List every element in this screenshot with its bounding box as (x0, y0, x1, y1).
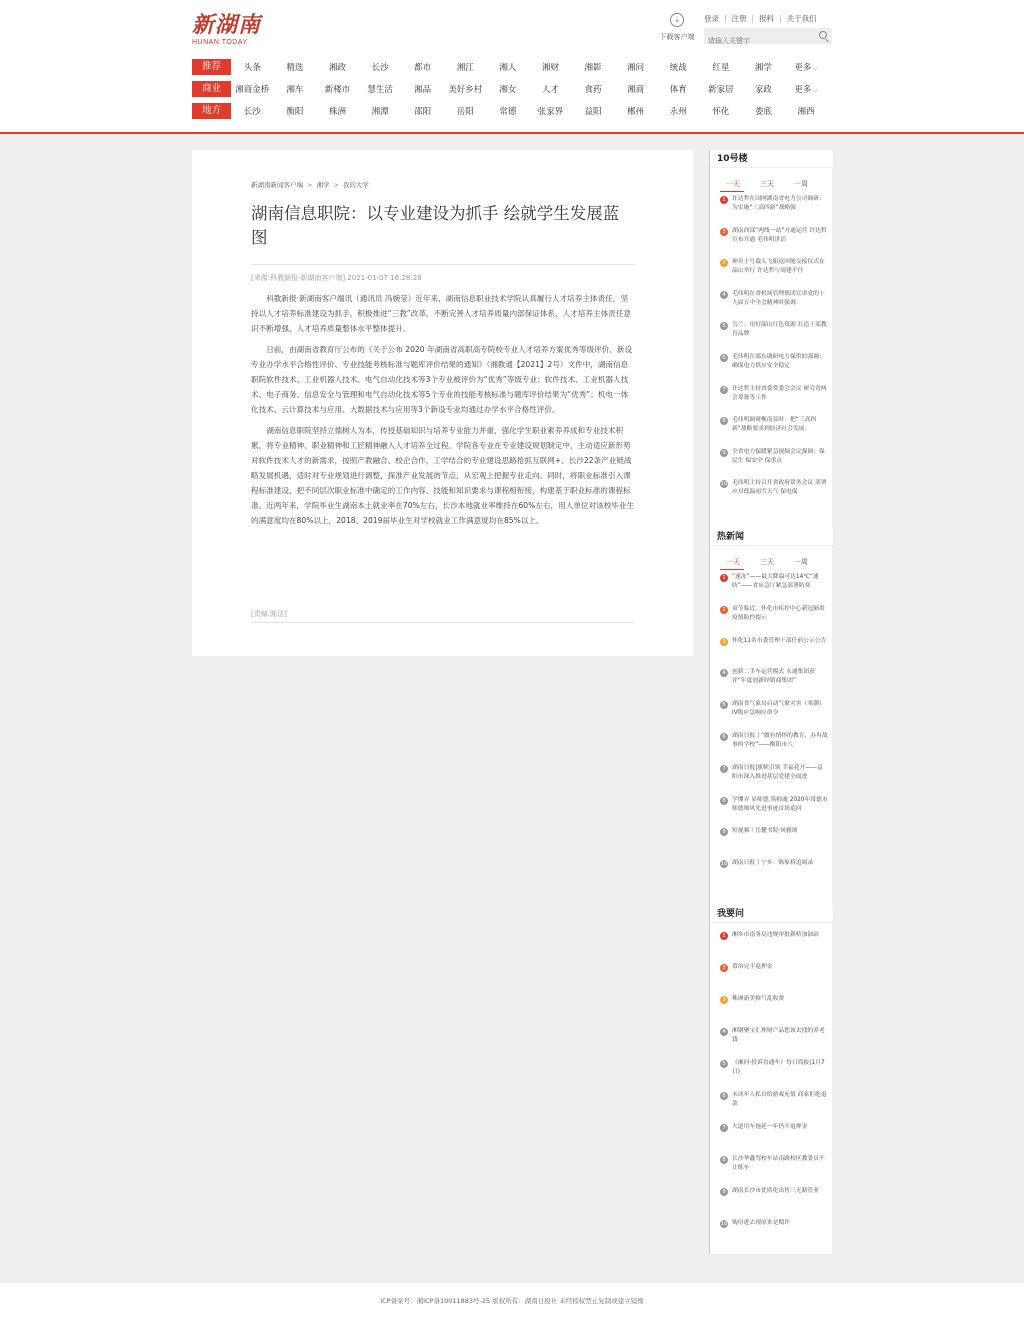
nav-link[interactable]: 湘商金桥 (235, 85, 270, 95)
rank-number-badge: 4 (720, 291, 728, 299)
rank-number-badge: 1 (720, 196, 728, 204)
rank-number-badge: 1 (720, 574, 728, 582)
rank-number-badge: 8 (720, 1156, 728, 1164)
rank-number-badge: 5 (720, 322, 728, 330)
nav-link[interactable]: 美好乡村 (448, 85, 483, 95)
nav-link[interactable]: 体育 (669, 85, 687, 95)
nav-more-link[interactable]: 更多 ⌵ (785, 83, 828, 95)
tab-week[interactable]: 一周 (794, 558, 808, 566)
article-card (192, 150, 693, 656)
article-paragraph: 日前，由湖南省教育厅公布的《关于公布 2020 年湖南省高职高专院校专业人才培养方案优秀等级评价、新设专业办学水平合格性评价、专业技能考核标准与题库评价结果的通知》（湘教通【2021】2号）文件中，湖南信息职院软件技术、工业机器人技术、电气自动化技术等3个专业被评价为“优秀”等级专业；软件技术、工业机器人技术、电子商务、信息安全与管理和电气自动化技术等5个专业的技能考核标准与题库评价结果为“优秀”；机电一体化技术、云计算技术与应用、大数据技术与应用等3个新设专业均通过办学水平合格性评价。 (251, 345, 633, 414)
sidebar (709, 150, 832, 1254)
site-logo[interactable] (192, 12, 272, 48)
ranked-news-item[interactable] (720, 1027, 830, 1053)
ranked-news-item[interactable] (720, 859, 830, 885)
ranked-news-item[interactable] (720, 764, 830, 790)
search-input[interactable] (704, 33, 814, 49)
account-links: 登录 | 注册 | 报料 | 关于我们 (704, 14, 817, 23)
sidebar-section (710, 528, 833, 888)
nav-link[interactable]: 张家界 (537, 107, 564, 117)
ranked-news-item[interactable] (720, 796, 830, 822)
rank-number-badge: 2 (720, 228, 728, 236)
ranked-news-title: 购房进去现原来是期许 (732, 1220, 790, 1226)
nav-link[interactable]: 湘车 (286, 85, 304, 95)
nav-link[interactable]: 都市 (414, 63, 432, 73)
article-title: 湖南信息职院：以专业建设为抓手 绘就学生发展蓝图 (251, 204, 620, 247)
nav-link[interactable]: 红星 (712, 63, 730, 73)
site-footer: ICP备案号：湘ICP备10011883号-25 版权所有：湖南日报社 未经授权禁止复制或建立镜像 (0, 1283, 1024, 1323)
nav-link[interactable]: 新家居 (708, 85, 734, 95)
ranked-news-title: 湖南省气象局启动气象灾害（寒潮）IV级应急响应命令 (732, 701, 825, 717)
rank-number-badge: 5 (720, 1060, 728, 1068)
ranked-news-title: 许达哲在国网湖南省电力公司调研：为实施“三高四新”战略强 (732, 196, 825, 211)
ranked-news-item[interactable] (720, 1123, 830, 1149)
logo-english-text: HUNAN TODAY (192, 39, 248, 46)
ranked-news-item[interactable] (720, 605, 830, 631)
register-link[interactable]: 注册 (731, 14, 747, 23)
ranked-news-item[interactable] (720, 995, 830, 1021)
rank-number-badge: 8 (720, 797, 728, 805)
nav-link[interactable]: 怀化 (712, 107, 730, 117)
ranked-news-title: 创新二手车运营模式 永通集团获评“年度创新经销商集团” (732, 669, 815, 685)
download-client-link[interactable] (657, 13, 697, 42)
ranked-news-item[interactable] (720, 1155, 830, 1181)
nav-link[interactable]: 新楼市 (324, 85, 351, 95)
search-box (704, 28, 832, 44)
sidebar-period-tabs (710, 179, 833, 195)
ranked-news-item[interactable] (720, 353, 830, 379)
rank-number-badge: 10 (720, 861, 728, 868)
breadcrumb-item[interactable]: 我的大学 (342, 181, 369, 189)
sidebar-section (710, 905, 833, 1265)
ranked-news-title: 慕治完不退押金 (732, 964, 773, 970)
ranked-news-title: 湖南日报|旗帜引领 幸福花开——益阳市深入推进基层党建全面进 (732, 764, 823, 780)
ranked-news-title: 毛伟明调研衡南县时：把“三高四新”战略要求到经济社会发展 (732, 417, 817, 433)
ranked-news-item[interactable] (720, 1187, 830, 1213)
rank-number-badge: 9 (720, 449, 728, 457)
nav-link[interactable]: 湘女 (499, 85, 517, 95)
rank-number-badge: 10 (720, 1221, 728, 1227)
sidebar-section-title: 我要问 (710, 905, 833, 923)
rank-number-badge: 2 (720, 964, 728, 972)
nav-link[interactable]: 衡阳 (286, 107, 304, 117)
logo-chinese-text: 新湖南 (192, 12, 262, 38)
ranked-news-item[interactable] (720, 827, 830, 853)
ranked-news-title: 学懂弄 显师德 筑师魂 2020年常德市师德师风先进事迹首场巡回 (732, 796, 828, 812)
nav-link[interactable]: 湘政 (328, 63, 346, 73)
nav-link[interactable]: 统战 (669, 63, 687, 73)
rank-number-badge: 9 (720, 1188, 728, 1196)
nav-link[interactable]: 湘商 (627, 85, 645, 95)
nav-category-badge[interactable]: 推荐 (192, 59, 231, 75)
ranked-news-title: 短视频｜岳麓书院·风雅颂 (732, 828, 798, 835)
article-body (251, 291, 635, 534)
ranked-news-title: 毛伟明主持召开省政府常务会议 部署应对低温雨雪天气 保电保 (732, 480, 827, 496)
nav-link[interactable]: 湘财 (541, 63, 559, 73)
ranked-news-title: 株洲新美修气乱收费 (732, 996, 785, 1002)
ranked-news-item[interactable] (720, 700, 830, 726)
nav-link[interactable]: 湘人 (499, 63, 517, 73)
about-link[interactable]: 关于我们 (786, 14, 817, 23)
nav-link[interactable]: 常德 (499, 107, 517, 117)
ranked-news-item[interactable] (720, 290, 830, 316)
site-header (0, 0, 1024, 134)
ranked-news-item[interactable] (720, 963, 830, 989)
ranked-news-item[interactable] (720, 448, 830, 474)
ranked-news-title: 神舟十号载人飞船返回舱交接仪式在韶山举行 许达哲与周建平任 (732, 259, 825, 275)
report-link[interactable]: 报料 (759, 14, 775, 23)
nav-link[interactable]: 食药 (584, 85, 602, 95)
tab-day[interactable]: 一天 (726, 179, 760, 195)
ranked-news-item[interactable] (720, 573, 830, 599)
breadcrumb-item[interactable]: 湘学 (316, 181, 330, 189)
rank-number-badge: 1 (720, 932, 728, 940)
nav-link[interactable]: 郴州 (627, 107, 645, 117)
rank-number-badge: 9 (720, 828, 728, 836)
nav-link[interactable]: 头条 (243, 63, 261, 73)
ranked-news-title: 湖南日报丨宁乡：陈家桥追阅录 (732, 860, 814, 867)
nav-link[interactable]: 慧生活 (367, 85, 393, 95)
nav-category-badge[interactable]: 地方 (192, 103, 231, 119)
article-editor: [责编:陈洁] (251, 610, 287, 618)
sidebar-section (710, 150, 833, 510)
ranked-news-item[interactable] (720, 1219, 830, 1245)
ranked-news-item[interactable] (720, 385, 830, 411)
rank-number-badge: 3 (720, 996, 728, 1004)
nav-link[interactable]: 益阳 (584, 107, 602, 117)
download-client-label: 下载客户端 (659, 33, 695, 41)
rank-number-badge: 6 (720, 354, 728, 362)
rank-number-badge: 3 (720, 638, 728, 646)
ranked-news-title: 未成年人私自给游戏充值 商家拒绝退款 (732, 1092, 827, 1107)
nav-row-local (192, 103, 827, 119)
rank-number-badge: 7 (720, 765, 728, 773)
rank-number-badge: 6 (720, 733, 728, 741)
ranked-news-item[interactable] (720, 637, 830, 663)
ranked-news-title: 双节临近，怀化市疾控中心新冠肺炎疫情防控提示 (732, 605, 825, 621)
nav-link[interactable]: 湘学 (754, 63, 772, 73)
ranked-news-title: 全省电力保暖紧急视频会议强调：保民生 保安全 保重点 (732, 448, 825, 464)
login-link[interactable]: 登录 (704, 14, 719, 23)
article-paragraph: 湖南信息职院坚持立德树人为本，传授基础知识与培养专业能力并重，强化学生职业素养养成和专业技术积累，将专业精神、职业精神和工匠精神融入人才培养全过程。学院各专业在专业建设规划制定中，主动适应新形势对软件技术人才的新需求，按照产教融合、校企合作，工学结合的专业建设思路抢抓互联网+、长沙22条产业链战略发展机遇，适时对专业规划进行调整，探准产业发展的节点，从宏观上把握专业走向。同时，将职业标准引入课程标准建设，把不同层次职业标准中确定的工作内容、技能和知识要求与课程相衔接，构建基于职业标准的课程标准。近两年来，学院毕业生湖南本土就业率在70%左右，长沙本地就业率维持在60%左右，用人单位对该校毕业生的满意度均在80%以上，2018、2019届毕业生对学校就业工作满意度均在85%以上。 (251, 426, 635, 525)
sidebar-period-tabs (710, 557, 833, 573)
nav-row-recommend (192, 59, 827, 75)
nav-more-link[interactable]: 更多 ⌵ (785, 61, 828, 73)
breadcrumb-item[interactable]: 新湖南新闻客户端 (251, 181, 303, 189)
tab-three-days[interactable]: 三天 (760, 558, 774, 566)
nav-link[interactable]: 株洲 (328, 107, 346, 117)
nav-link[interactable]: 永州 (669, 107, 687, 117)
nav-link[interactable]: 人才 (541, 85, 559, 95)
tab-three-days[interactable]: 三天 (760, 180, 774, 188)
nav-row-business (192, 81, 827, 97)
nav-link[interactable]: 娄底 (754, 107, 772, 117)
ranked-news-title: 《湘问·投诉直通车》每日简报(1月7日) (732, 1060, 825, 1075)
article-paragraph: 科教新报·新湖南客户端讯（通讯员 冯婉莹）近年来，湖南信息职业技术学院认真履行人才培养主体责任，坚持以人才培养标准建设为抓手，积极推进“三教”改革，不断完善人才培养质量内部保证体系，人才培养主体责任意识不断增强，人才培养质量整体水平整体提升。 (251, 294, 631, 333)
article-meta: [来源:科教新报·新湖南客户端] 2021-01-07 16:28:28 (251, 274, 422, 282)
rank-number-badge: 8 (720, 417, 728, 425)
ranked-news-item[interactable] (720, 258, 830, 284)
rank-number-badge: 7 (720, 1124, 728, 1132)
ranked-news-title: 湖南日报丨“做有情怀的教育，办有故事的学校”——衡阳市八 (732, 733, 828, 748)
nav-link[interactable]: 湘江 (456, 63, 474, 73)
nav-link[interactable]: 长沙 (243, 107, 261, 117)
rank-number-badge: 5 (720, 701, 728, 709)
ranked-news-item[interactable] (720, 195, 830, 221)
ranked-news-item[interactable] (720, 227, 830, 253)
rank-number-badge: 4 (720, 669, 728, 677)
nav-link[interactable]: 岳阳 (456, 107, 474, 117)
rank-number-badge: 10 (720, 481, 728, 488)
ranked-news-title: 毛伟明在邵东调研电力保供时强调：确保电力供应安全稳定 (732, 354, 825, 369)
nav-link[interactable]: 长沙 (371, 63, 389, 73)
sidebar-section-title: 10号楼 (710, 150, 833, 168)
ranked-news-title: 大道用车拖延一年仍不退押金 (732, 1124, 808, 1130)
download-app-icon: ⇣ (670, 13, 684, 27)
ranked-news-title: 许达哲主持省委常委会会议 研究省两会筹备等工作 (732, 385, 827, 401)
ranked-news-item[interactable] (720, 479, 830, 505)
nav-link[interactable]: 家政 (754, 85, 772, 95)
ranked-news-item[interactable] (720, 931, 830, 957)
title-divider (251, 264, 635, 265)
ranked-news-title: 乌兰：用好韶山红色资源 打造干部教育品牌 (732, 322, 827, 338)
tab-week[interactable]: 一周 (794, 180, 808, 188)
nav-category-badge[interactable]: 商业 (192, 81, 231, 97)
nav-link[interactable]: 湘潭 (371, 107, 389, 117)
ranked-news-title: 毛伟明在省机场管理集团宣讲党的十九届五中全会精神时强调： (732, 290, 825, 306)
ranked-news-item[interactable] (720, 732, 830, 758)
ranked-news-item[interactable] (720, 321, 830, 347)
rank-number-badge: 2 (720, 606, 728, 614)
ranked-news-item[interactable] (720, 416, 830, 442)
ranked-news-title: 长沙华鑫驾校车站南路校区教委员不让练车 (732, 1156, 825, 1171)
ranked-news-item[interactable] (720, 1059, 830, 1085)
ranked-news-title: 湘乡市南务局违规审批新桥加油站 (732, 932, 819, 938)
footer-divider (251, 622, 635, 623)
nav-link[interactable]: 湘品 (414, 85, 432, 95)
rank-number-badge: 4 (720, 1028, 728, 1036)
ranked-news-title: 湘钢聚宝汇理财产品您该去找的养老钱 (732, 1028, 825, 1043)
rank-number-badge: 6 (720, 1092, 728, 1100)
nav-link[interactable]: 邵阳 (414, 107, 432, 117)
sidebar-section-title: 热新闻 (710, 528, 833, 546)
ranked-news-title: “速冻”——最大降温可达14℃“速防”——省应急厅紧急部署防寒 (732, 574, 819, 589)
nav-link[interactable]: 精选 (286, 63, 304, 73)
ranked-news-title: 湖南长沙市优质化出售三无制管业 (732, 1188, 819, 1194)
search-icon[interactable] (819, 31, 827, 39)
ranked-news-item[interactable] (720, 668, 830, 694)
rank-number-badge: 3 (720, 259, 728, 267)
nav-link[interactable]: 湘西 (797, 107, 815, 117)
ranked-news-item[interactable] (720, 1091, 830, 1117)
nav-link[interactable]: 湘影 (584, 63, 602, 73)
ranked-news-title: 怀化11名市委管理干部任前公示公告 (732, 637, 827, 644)
nav-link[interactable]: 湘问 (627, 63, 645, 73)
ranked-news-title: 湖南西部“两线一站”开通运营 许达哲宣布开通 毛伟明讲话 (732, 227, 827, 243)
tab-day[interactable]: 一天 (726, 557, 760, 573)
rank-number-badge: 7 (720, 386, 728, 394)
breadcrumb: 新湖南新闻客户端 > 湘学 > 我的大学 (251, 181, 369, 189)
